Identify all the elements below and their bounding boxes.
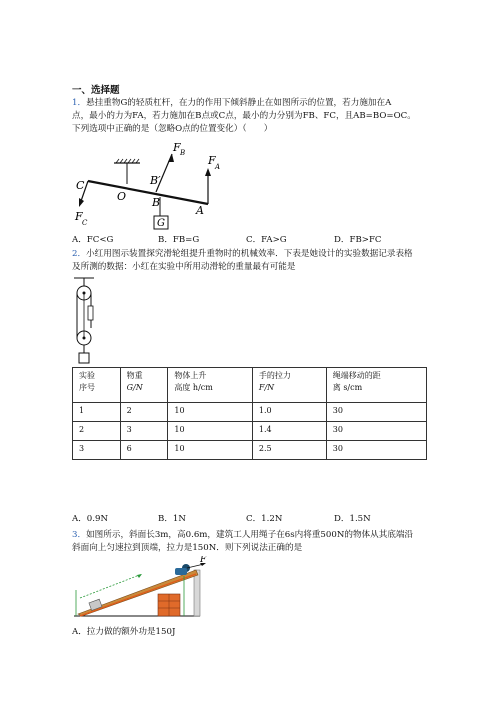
option-1a[interactable]: A．FC<G	[72, 235, 114, 245]
table-cell: 2	[120, 403, 168, 422]
question-1-line3: 下列选项中正确的是（忽略O点的位置变化）（ ）	[72, 123, 273, 134]
table-cell: 1.0	[252, 403, 326, 422]
label-FC: F	[75, 210, 83, 223]
header-cell: 手的拉力 F/N	[252, 368, 326, 403]
label-B: B	[152, 196, 161, 209]
table-cell: 10	[168, 403, 253, 422]
table-row	[73, 422, 427, 441]
option-1d[interactable]: D．FB>FC	[334, 235, 382, 245]
label-FA: F	[208, 154, 216, 167]
header-cell: 绳端移动的距 离 s/cm	[326, 368, 426, 403]
option-1b[interactable]: B．FB=G	[158, 235, 200, 245]
data-table	[72, 367, 427, 460]
label-FA-sub: A	[215, 163, 221, 171]
question-2-options	[72, 513, 371, 526]
question-3-number: 3．	[72, 530, 87, 540]
question-2-text	[72, 248, 432, 274]
lever-diagram	[70, 140, 280, 235]
option-2b[interactable]: B．1N	[158, 514, 186, 524]
header-cell: 物体上升 高度 h/cm	[168, 368, 253, 403]
label-G: G	[157, 218, 165, 229]
table-cell: 2.5	[252, 441, 326, 460]
table-cell: 30	[326, 441, 426, 460]
question-1-text	[72, 97, 432, 136]
table-cell: 3	[73, 441, 121, 460]
label-B-prime: B′	[150, 174, 161, 187]
label-A: A	[196, 204, 204, 217]
option-2c[interactable]: C．1.2N	[246, 514, 283, 524]
question-3-text	[72, 529, 432, 555]
label-F: F	[200, 556, 207, 565]
option-3a[interactable]: A．拉力做的额外功是150J	[72, 627, 176, 637]
table-cell: 2	[73, 422, 121, 441]
question-3-line1: 如图所示，斜面长3m，高0.6m，建筑工人用绳子在6s内将重500N的物体从其底端沿	[86, 530, 414, 540]
label-FB-sub: B	[180, 149, 186, 157]
header-cell: 实验 序号	[73, 368, 121, 403]
question-1-line2: 点，最小的力为FA，若力施加在B点或C点，最小的力分别为FB、FC，且AB=BO=OC。	[72, 110, 416, 121]
table-cell: 3	[120, 422, 168, 441]
table-header-row	[73, 368, 427, 403]
table-cell: 30	[326, 403, 426, 422]
table-cell: 1.4	[252, 422, 326, 441]
section-title: 一、选择题	[72, 85, 120, 96]
option-1c[interactable]: C．FA>G	[246, 235, 287, 245]
label-C: C	[76, 179, 85, 192]
question-1-number: 1．	[72, 98, 87, 108]
table-cell: 1	[73, 403, 121, 422]
option-2a[interactable]: A．0.9N	[72, 514, 108, 524]
question-2-line2: 及所测的数据：小红在实验中所用动滑轮的重量最有可能是	[72, 261, 296, 272]
table-cell: 10	[168, 441, 253, 460]
table-cell: 6	[120, 441, 168, 460]
question-1-options	[72, 234, 382, 247]
header-cell: 物重 G/N	[120, 368, 168, 403]
label-FC-sub: C	[82, 219, 88, 227]
pulley-diagram	[64, 276, 104, 368]
incline-diagram	[72, 556, 214, 622]
question-2-line1: 小红用图示装置探究滑轮组提升重物时的机械效率．下表是她设计的实验数据记录表格	[86, 249, 413, 259]
table-cell: 10	[168, 422, 253, 441]
table-cell: 30	[326, 422, 426, 441]
table-row	[73, 441, 427, 460]
label-FB: F	[173, 141, 181, 154]
table-row	[73, 403, 427, 422]
question-2-number: 2．	[72, 249, 87, 259]
option-2d[interactable]: D．1.5N	[334, 514, 371, 524]
label-O: O	[117, 190, 127, 203]
question-3-line2: 斜面向上匀速拉到顶端，拉力是150N．则下列说法正确的是	[72, 542, 303, 553]
question-1-line1: 悬挂重物G的轻质杠杆，在力的作用下倾斜静止在如图所示的位置，若力施加在A	[86, 98, 392, 108]
